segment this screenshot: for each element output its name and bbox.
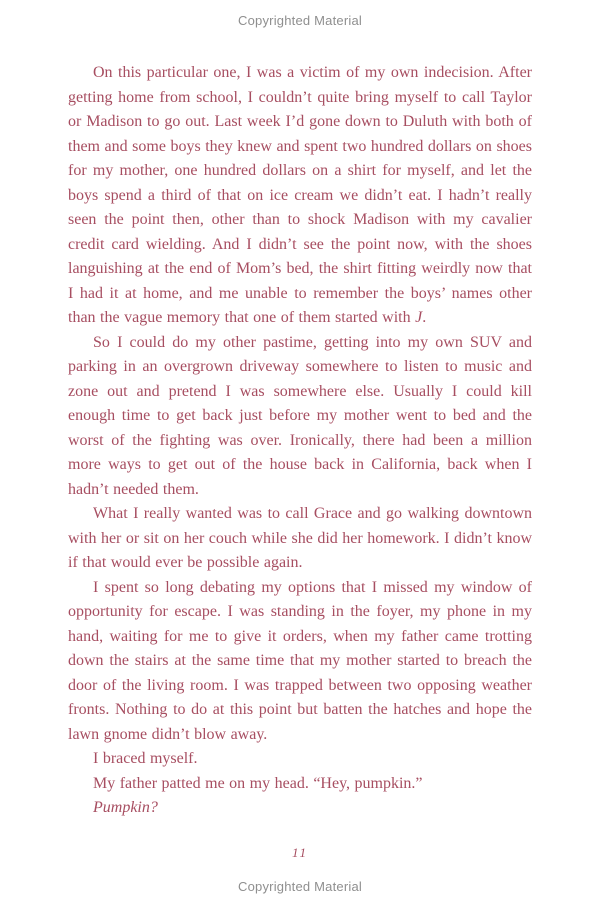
copyright-notice-bottom: Copyrighted Material [238, 879, 362, 894]
paragraph: Pumpkin? [93, 799, 158, 816]
paragraph: On this particular one, I was a victim of my own indecision. After getting home from school, I couldn’t quite bring myself to call Taylor or Madison to go out. Last week I’d gone down to Duluth with both of them and some boys they knew and spent two hundred dollars on shoes for my mother, one hundred dollars on a shirt for myself, and let the boys spend a third of that on ice cream we didn’t eat. I hadn’t really seen the point then, other than to shock Madison with my cavalier credit card wielding. And I didn’t see the point now, with the shoes languishing at the end of Mom’s bed, the shirt fitting weirdly now that I had it at home, and me unable to remember the boys’ names other than the vague memory that one of them started with J. [68, 64, 532, 326]
paragraph: I spent so long debating my options that I missed my window of opportunity for escape. I was standing in the foyer, my phone in my hand, waiting for me to give it orders, when my father came trotting down the stairs at the same time that my mother started to breach the door of the living room. I was trapped between two opposing weather fronts. Nothing to do at this point but batten the hatches and hope the lawn gnome didn’t blow away. [68, 578, 532, 743]
paragraph: What I really wanted was to call Grace and go walking downtown with her or sit on her couch while she did her homework. I didn’t know if that would ever be possible again. [68, 505, 532, 571]
page-number: 11 [291, 845, 309, 860]
paragraph: I braced myself. [93, 750, 198, 767]
paragraph: So I could do my other pastime, getting into my own SUV and parking in an overgrown driveway somewhere to listen to music and zone out and pretend I was somewhere else. Usually I could kill enough time to get back just before my mother went to bed and the worst of the fighting was over. Ironically, there had been a million more ways to get out of the house back in California, back when I hadn’t needed them. [68, 333, 532, 498]
copyright-notice-top: Copyrighted Material [238, 13, 362, 28]
page-body-text [68, 61, 532, 821]
paragraph: My father patted me on my head. “Hey, pumpkin.” [93, 774, 423, 792]
paragraph-container [68, 61, 532, 821]
